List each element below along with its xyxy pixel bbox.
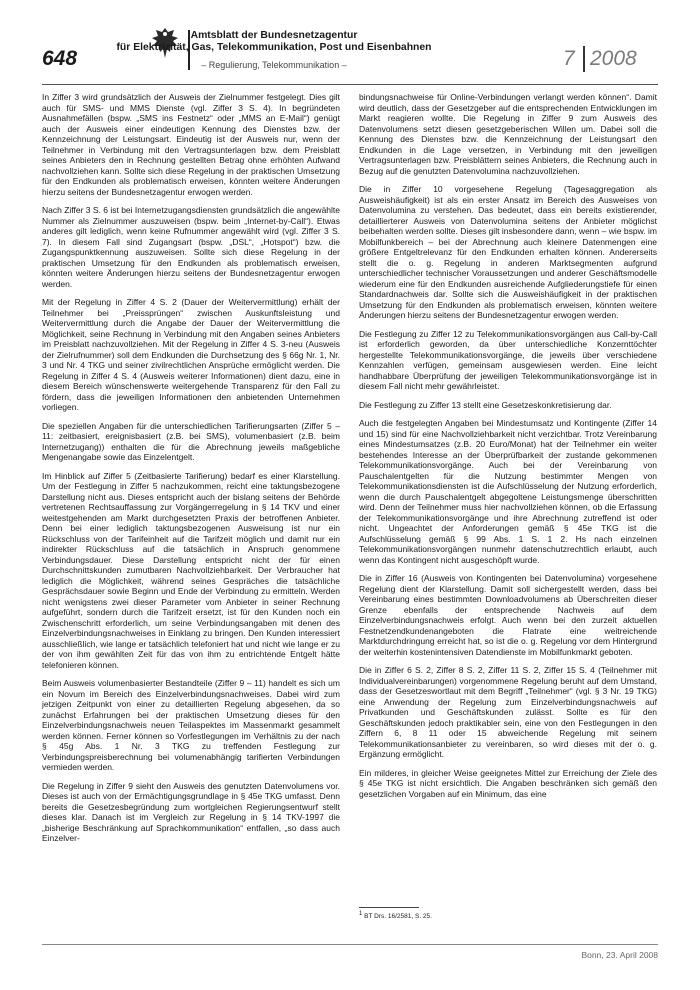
issue-divider (583, 46, 585, 72)
journal-subtitle: – Regulierung, Telekommunikation – (201, 60, 347, 70)
paragraph: Ein milderes, in gleicher Weise geeignetes Mittel zur Erreichung der Ziele des § 45e TKG ist nicht ersichtlich. Die Angaben beschränken sich gemäß den gesetzlichen Vorgaben auf ein Minimum, das eine (359, 767, 657, 799)
paragraph: Die Festlegung zu Ziffer 12 zu Telekommunikationsvorgängen aus Call-by-Call ist erforderlich geworden, da über unterschiedliche Konzernttöchter hergestellte Telekommunikationsvorgänge, die jeweils über verschiedene Kennzahlen verfügen, gemeinsam ausgewiesen werden. Eine leicht handhabbare Überprüfung der jeweiligen Telekommunikationsvorgänge ist in diesem Fall nicht mehr gewährleistet. (359, 328, 657, 391)
paragraph: Die in Ziffer 6 S. 2, Ziffer 8 S. 2, Ziffer 11 S. 2, Ziffer 15 S. 4 (Teilnehmer mit Individualvereinbarungen) vorgenommene Regelung beruht auf dem Umstand, dass der Gesetzeswortlaut mit dem Begriff „Teilnehmer“ (vgl. § 3 Nr. 19 TKG) eine Anwendung der Regelung zum Einzelverbindungsnachweis auf Privatkunden und Geschäftskunden zulässt. Sollte es für den Geschäftskunden jedoch praktikabler sein, eine von den Festlegungen in den Ziffern 6, 8 11 oder 15 abweichende Regelung mit seinem Telekommunikationsanbieter zu vereinbaren, so wird dieses mit der o. g. Ergänzung ermöglicht. (359, 665, 657, 759)
footnote-rule (359, 907, 419, 908)
page-number: 648 (42, 47, 78, 70)
footer-date: Bonn, 23. April 2008 (581, 950, 658, 960)
journal-title-line1: Amtsblatt der Bundesnetzagentur (190, 30, 358, 41)
header-rule (42, 84, 658, 85)
paragraph: Die in Ziffer 10 vorgesehene Regelung (Tagesaggregation als Ausweishäufigkeit) ist als ein erster Ansatz im Bereich des Ausweises von Datenvolumina zu verstehen. Das bedeutet, dass ein bereits existierender, detaillierterer Ausweis von Datenvolumina seitens der Anbieter möglichst beibehalten werden sollte. Dieses gilt insbesondere dann, wenn – wie bspw. im Mobilfunkbereich – bei der Abrechnung auch kleinere Datenmengen eine größere Entgeltrelevanz für den Endkunden erhalten können. Andererseits stellt die o. g. Regelung in anderen Marktsegmenten aufgrund unterschiedlicher technischer Voraussetzungen und anderer Geschäftsmodelle wiederum eine für den Endkunden ausreichende Aufgliederungstiefe für einen Standardnachweis dar. Sollte sich die Ausweishäufigkeit in der praktischen Umsetzung für den Endkunden als problematisch erweisen, könnten weitere Änderungen hierzu seitens der Bundesnetzagentur erwogen werden. (359, 184, 657, 320)
footnote (359, 910, 657, 920)
issue-number: 7 (563, 47, 575, 70)
paragraph: Im Hinblick auf Ziffer 5 (Zeitbasierte Tarifierung) bedarf es einer Klarstellung. Um der Festlegung in Ziffer 5 nachzukommen, reicht eine taktungsbezogene Darstellung nicht aus. Dieses entspricht auch der bislang seitens der Behörde vertretenen Rechtsauffassung zur Vorgängerregelung in § 14 TKV und einer weitestgehenden am Markt durchgesetzten Praxis der betroffenen Anbieter. Denn bei einer lediglich taktungsbezogenen Ausweisung ist nur ein Rückschluss von der Tarifeinheit auf die Tarifzeit möglich und damit nur ein indirekter Rückschluss auf die tatsächlich in Anspruch genommene Verbindungsdauer. Diese Darstellung entspricht nicht der für einen Durchschnittskunden zumutbaren Nachvollziehbarkeit. Der Verbraucher hat lediglich die Möglichkeit, während seines Gespräches die tatsächliche Gesprächsdauer sowie Beginn und Ende der Verbindung zu ermitteln. Werden nicht wenigstens zwei dieser Parameter vom Anbieter in seiner Rechnung aufgeführt, sondern durch die Tarifzeit ersetzt, ist für den Kunden noch ein Zwischenschritt erforderlich, um seine Verbindungsangaben mit denen des Einzelverbindungsnachweises in Einklang zu bringen. Den Kunden interessiert ausschließlich, wie lange er tatsächlich telefoniert hat und nicht wie lange er zu der von ihm gewählten Zeit für das von ihm zu entrichtende Entgelt hätte telefonieren können. (42, 470, 340, 670)
footer-rule (42, 944, 658, 945)
left-column (42, 92, 340, 852)
paragraph: Mit der Regelung in Ziffer 4 S. 2 (Dauer der Weitervermittlung) erhält der Teilnehmer bei „Preissprüngen“ zwischen Auskunftsleistung und Weitervermittlung durch die Angabe der Dauer der Weitervermittlung die Möglichkeit, seine Rechnung in Verbindung mit den Angaben seines Anbieters im Preisblatt nachzuvollziehen. Mit der Regelung in Ziffer 4 S. 3-neu (Ausweis der Zielrufnummer) soll dem Endkunden die Durchsetzung des § 66g Nr. 1, Nr. 3 und Nr. 4 TKG und seiner zivilrechtlichen Ansprüche ermöglicht werden. Die Regelung in Ziffer 4 S. 4 (Ausweis weiterer Informationen) dient dazu, eine in diesem Bereich wünschenswerte weitergehende Transparenz für den Fall zu fördern, dass die jeweiligen Informationen den anbietenden Unternehmen vorliegen. (42, 297, 340, 412)
footnote-text: BT Drs. 16/2581, S. 25. (364, 913, 432, 920)
paragraph: In Ziffer 3 wird grundsätzlich der Ausweis der Zielnummer festgelegt. Dies gilt auch für SMS- und MMS Dienste (vgl. Ziffer 3 S. 4). In begründeten Ausnahmefällen (bspw. „SMS ins Festnetz“ oder „MMS an E-Mail“) genügt auch der Ausweis einer eindeutigen Kennung des Dienstes bzw. der Kennzeichnung der Leistungsart. Eindeutig ist der Ausweis nur, wenn der Teilnehmer in Verbindung mit den Vertragsunterlagen bzw. dem Preisblatt seines Anbieters den in Rechnung gestellten Betrag ohne erhöhten Aufwand nachvollziehen kann. Sollte sich diese Regelung in der praktischen Umsetzung für den Endkunden als problematisch erweisen, könnten weitere Änderungen hierzu seitens der Bundesnetzagentur erwogen werden. (42, 92, 340, 197)
footnote-marker: 1 (359, 910, 363, 917)
page-header (0, 0, 700, 92)
paragraph: Die Regelung in Ziffer 9 sieht den Ausweis des genutzten Datenvolumens vor. Dieses ist auch von der Ermächtigungsgrundlage in § 45e TKG umfasst. Denn bereits die Gesetzesbegründung zum wortgleichen Regierungsentwurf stellt dieses klar. Danach ist im Vergleich zur Regelung in § 14 TKV-1997 die „bisherige Beschränkung auf Sprachkommunikation“ entfallen, „so dass auch Einzelver- (42, 780, 340, 843)
journal-title-line2: für Elektrizität, Gas, Telekommunikation, Post und Eisenbahnen (116, 42, 432, 53)
paragraph: Die speziellen Angaben für die unterschiedlichen Tarifierungsarten (Ziffer 5 – 11: zeitbasiert, ereignisbasiert (z.B. bei SMS), volumenbasiert (z.B. beim Internetzugang)) enthalten die für die Abrechnung jeweils maßgebliche Mengenangabe sowie das Einzelentgelt. (42, 420, 340, 462)
paragraph: Die in Ziffer 16 (Ausweis von Kontingenten bei Datenvolumina) vorgesehene Regelung dient der Klarstellung. Damit soll sichergestellt werden, dass bei Vereinbarung eines bestimmten Downloadvolumens ab Überschreiten dieser Grenze ebenfalls der entsprechende Nachweis auf dem Einzelverbindungsnachweis erfolgt. Auch wenn bei den zurzeit aktuellen Festnetzendkundenangeboten die Flatrate eine weitreichende Marktdurchdringung erreicht hat, so ist die o. g. Regelung vor dem Hintergrund der weiterhin kostenintensiven Datendienste im Mobilfunkmarkt geboten. (359, 573, 657, 657)
issue-year: 2008 (590, 47, 637, 70)
paragraph: Die Festlegung zu Ziffer 13 stellt eine Gesetzeskonkretisierung dar. (359, 399, 612, 410)
paragraph: Nach Ziffer 3 S. 6 ist bei Internetzugangsdiensten grundsätzlich die angewählte Nummer als Zielnummer auszuweisen (bspw. beim „Internet-by-Call“). Etwas anderes gilt lediglich, wenn keine Rufnummer angewählt wird (vgl. Ziffer 3 S. 7). In diesem Fall sind Zugangsart (bspw. „DSL“, „Hotspot“) bzw. die Zugangspunktkennung auszuweisen. Sollte sich diese Regelung in der praktischen Umsetzung für den Endkunden als problematisch erweisen, könnten weitere Änderungen hierzu seitens der Bundesnetzagentur erwogen werden. (42, 205, 340, 289)
paragraph: bindungsnachweise für Online-Verbindungen verlangt werden können“. Damit wird deutlich, dass der Gesetzgeber auf die entsprechenden Entwicklungen im Markt reagieren wollte. Die Regelung in Ziffer 9 zum Ausweis des Datenvolumens setzt diesen gesetzgeberischen Willen um. Dabei soll die Kennung des Dienstes bzw. die Kennzeichnung der Leistungsart den Endkunden in die Lage versetzen, in Verbindung mit den jeweiligen Vertragsunterlagen bzw. Preisblättern seines Anbieters, die Rechnung auch in Bezug auf die genutzten Datenvolumina nachzuvollziehen. (359, 92, 657, 176)
right-column (359, 92, 657, 807)
paragraph: Beim Ausweis volumenbasierter Bestandteile (Ziffer 9 – 11) handelt es sich um ein Novum im Bereich des Einzelverbindungsnachweises. Dabei wird zum jetzigen Zeitpunkt von einer zu detaillierten Regelung abgesehen, da so zunächst Erfahrungen bei der praktischen Umsetzung dieses für den Einzelverbindungsnachweis neuen Teilaspektes im Massenmarkt gesammelt werden können. Ferner können so Vorfestlegungen im Verhältnis zu der nach § 45g Abs. 1 Nr. 3 TKG zu treffenden Festlegung zur Verbindungspreisberechnung bei volumenabhängig tarifierten Verbindungen vermieden werden. (42, 678, 340, 772)
paragraph: Auch die festgelegten Angaben bei Mindestumsatz und Kontingente (Ziffer 14 und 15) sind für eine Nachvollziehbarkeit nicht verzichtbar. Trotz Vereinbarung eines Mindestumsatzes (z.B. 20 Euro/Monat) hat der Teilnehmer ein weiter bestehendes Interesse an der Überprüfbarkeit der zustande gekommenen Telekommunikationsvorgänge. Auch bei der Vereinbarung von Pauschalentgelten für die Nutzung bestimmter Mengen von Telekommunikationsdiensten ist die Aufschlüsselung der Nutzung erforderlich, wenn die durch Pauschalentgelt abgegoltene Leistungsmenge überschritten wird. Denn der Teilnehmer muss hier nachvollziehen können, ob die Erfassung der Telekommunikationsvorgänge und ihre Abrechnung zutreffend ist oder nicht. Ungeachtet der Anforderungen gemäß § 45e TKG ist die Aufschlüsselung gemäß § 99 Abs. 1 S. 1 2. Hs nach einzelnen Telekommunikationsvorgängen nunmehr datenschutzrechtlich erlaubt, auch wenn das Kontingent nicht ausgeschöpft wurde. (359, 418, 657, 565)
